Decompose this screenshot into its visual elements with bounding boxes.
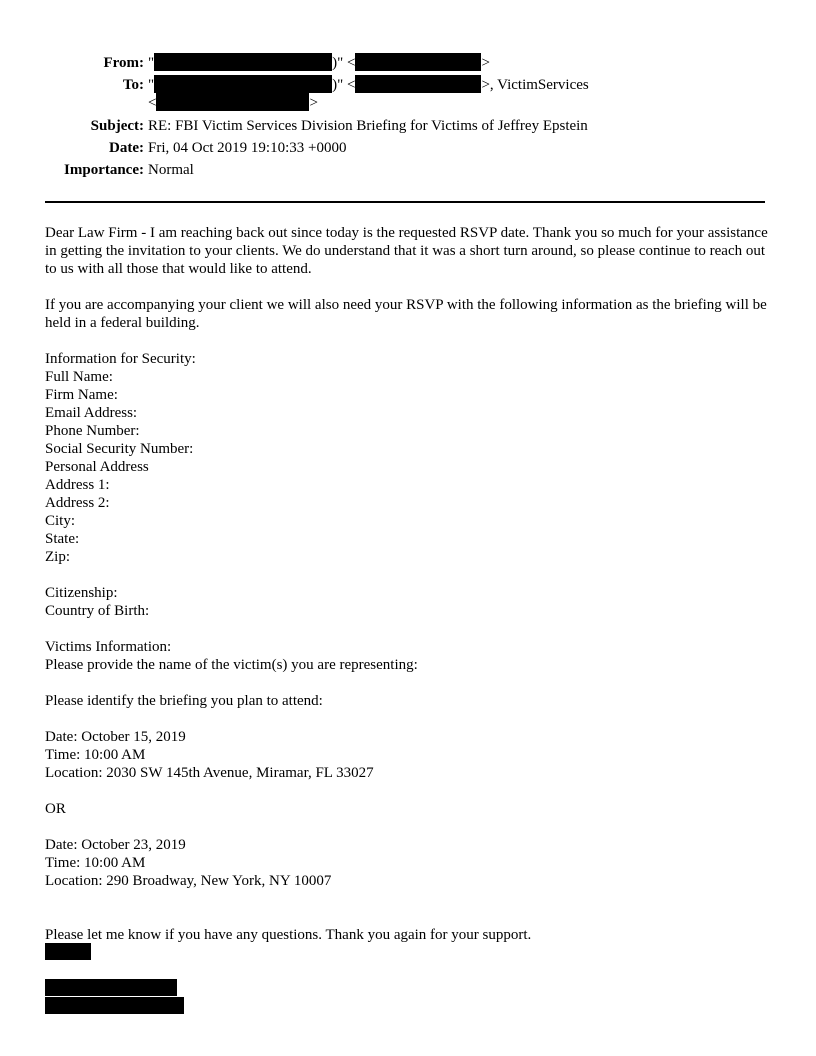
- message-body: [45, 224, 775, 944]
- to-value-continued: < >: [148, 95, 318, 111]
- field-country-of-birth: Country of Birth:: [45, 603, 150, 619]
- field-full-name: Full Name:: [45, 369, 113, 385]
- paragraph-rsvp: If you are accompanying your client we will also need your RSVP with the following information as the briefing will be held in a federal building.: [45, 297, 767, 331]
- redaction-signature-org: [45, 997, 184, 1014]
- victims-heading: Victims Information:: [45, 639, 172, 655]
- or-separator: OR: [45, 801, 66, 817]
- redaction-signature-name: [45, 943, 91, 960]
- subject-row: [0, 116, 816, 136]
- briefing1-date: Date: October 15, 2019: [45, 729, 186, 745]
- redaction-to-email: [355, 75, 481, 93]
- subject-label: Subject:: [90, 118, 144, 134]
- field-phone-number: Phone Number:: [45, 423, 140, 439]
- date-value: Fri, 04 Oct 2019 19:10:33 +0000: [148, 140, 347, 156]
- field-state: State:: [45, 531, 80, 547]
- briefing1-location: Location: 2030 SW 145th Avenue, Miramar, FL 33027: [45, 765, 374, 781]
- field-address-1: Address 1:: [45, 477, 110, 493]
- from-value: " )" < >: [148, 55, 490, 71]
- to-label: To:: [122, 77, 144, 93]
- briefing2-location: Location: 290 Broadway, New York, NY 10007: [45, 873, 332, 889]
- importance-label: Importance:: [64, 162, 144, 178]
- date-label: Date:: [109, 140, 144, 156]
- briefing2-time: Time: 10:00 AM: [45, 855, 146, 871]
- date-row: [0, 138, 816, 158]
- field-address-2: Address 2:: [45, 495, 110, 511]
- to-row: [0, 75, 816, 95]
- field-email-address: Email Address:: [45, 405, 138, 421]
- redaction-to-email-2: [156, 93, 309, 111]
- field-personal-address: Personal Address: [45, 459, 149, 475]
- briefing-prompt: Please identify the briefing you plan to attend:: [45, 693, 323, 709]
- field-city: City:: [45, 513, 76, 529]
- from-row: [0, 53, 816, 73]
- redaction-signature-title: [45, 979, 177, 996]
- field-firm-name: Firm Name:: [45, 387, 118, 403]
- header-divider: [45, 201, 765, 203]
- field-zip: Zip:: [45, 549, 70, 565]
- to-row-continued: [0, 93, 816, 113]
- security-heading: Information for Security:: [45, 351, 196, 367]
- importance-row: [0, 160, 816, 180]
- briefing1-time: Time: 10:00 AM: [45, 747, 146, 763]
- subject-value: RE: FBI Victim Services Division Briefing for Victims of Jeffrey Epstein: [148, 118, 588, 134]
- importance-value: Normal: [148, 162, 194, 178]
- to-value: " )" < >, VictimServices: [148, 77, 589, 93]
- closing-line: Please let me know if you have any questions. Thank you again for your support.: [45, 927, 532, 943]
- field-ssn: Social Security Number:: [45, 441, 194, 457]
- briefing2-date: Date: October 23, 2019: [45, 837, 186, 853]
- victims-prompt: Please provide the name of the victim(s) you are representing:: [45, 657, 418, 673]
- redaction-to-name: [154, 75, 332, 93]
- field-citizenship: Citizenship:: [45, 585, 118, 601]
- redaction-from-email: [355, 53, 481, 71]
- redaction-from-name: [154, 53, 332, 71]
- paragraph-intro: Dear Law Firm - I am reaching back out since today is the requested RSVP date. Thank you so much for your assistance in getting the invitation to your clients. We do understand that it was a short turn around, so please continue to reach out to us with all those that would like to attend.: [45, 225, 768, 277]
- from-label: From:: [103, 55, 144, 71]
